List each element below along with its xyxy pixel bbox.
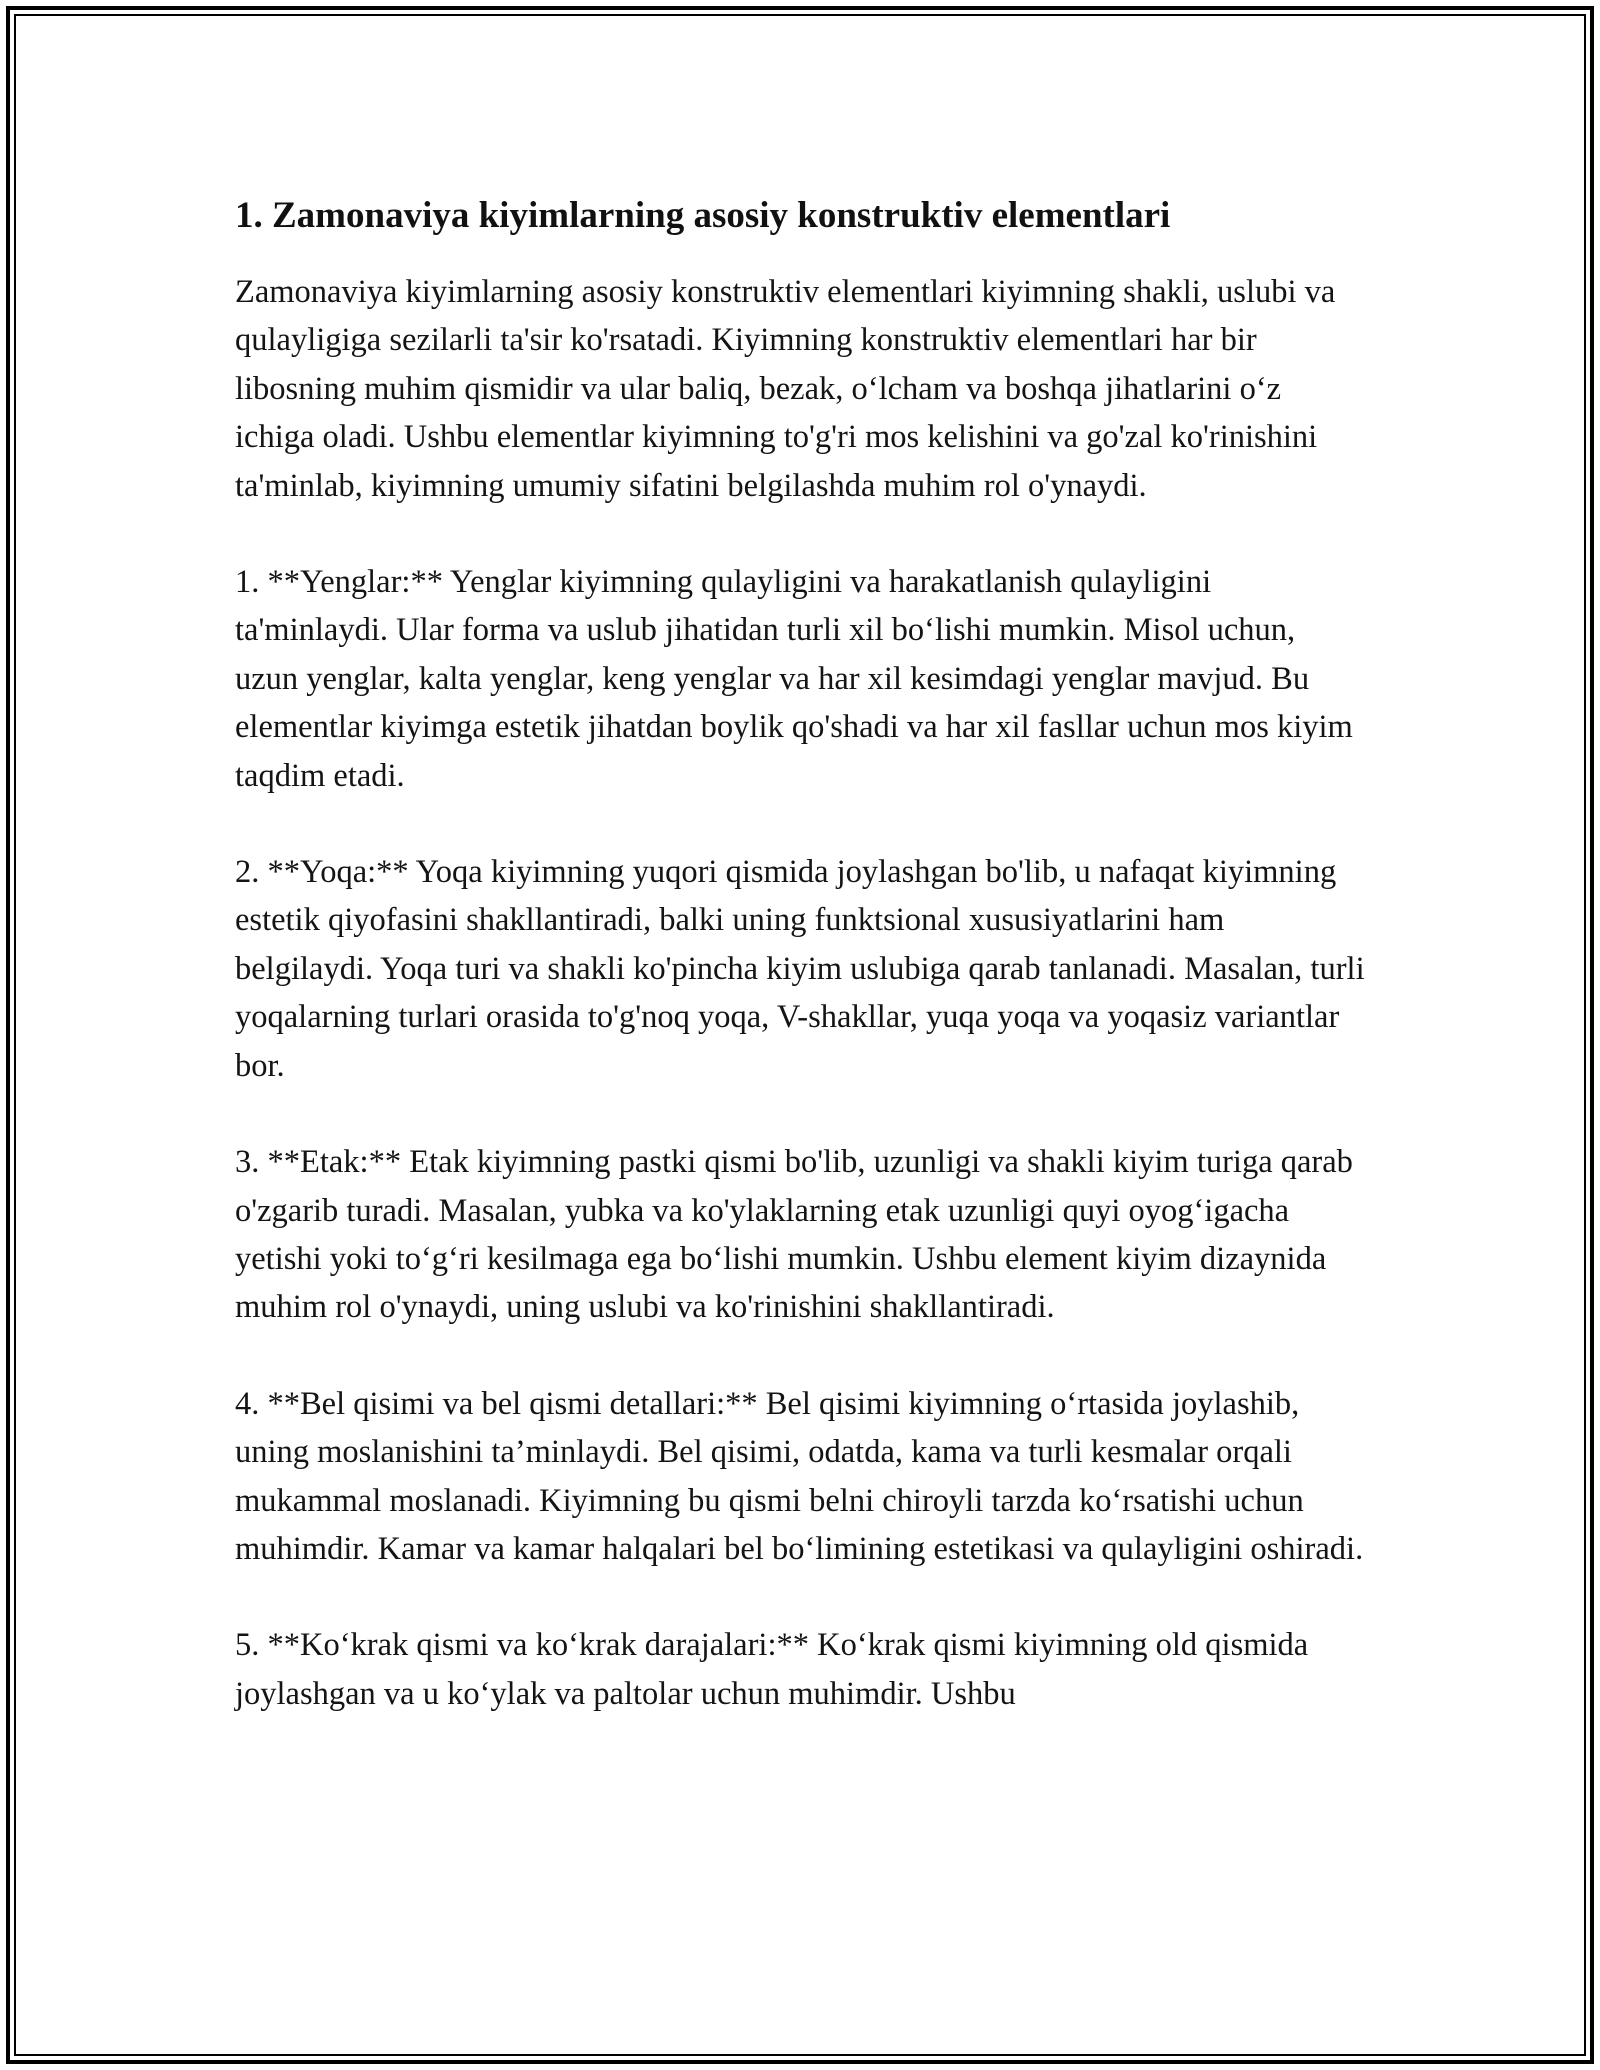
intro-paragraph: Zamonaviya kiyimlarning asosiy konstruktiv elementlari kiyimning shakli, uslubi va qulayligiga sezilarli ta'sir ko'rsatadi. Kiyimning konstruktiv elementlari har bir libosning muhim qismidir va ular baliq, bezak, oʻlcham va boshqa jihatlarini oʻz ichiga oladi. Ushbu elementlar kiyimning to'g'ri mos kelishini va go'zal ko'rinishini ta'minlab, kiyimning umumiy sifatini belgilashda muhim rol o'ynaydi.	[235, 274, 1336, 504]
document-title: 1. Zamonaviya kiyimlarning asosiy konstruktiv elementlari	[235, 195, 1171, 236]
list-item-bel-qisimi: 4. **Bel qisimi va bel qismi detallari:** Bel qisimi kiyimning oʻrtasida joylashib, uning moslanishini ta’minlaydi. Bel qisimi, odatda, kama va turli kesmalar orqali mukammal moslanadi. Kiyimning bu qismi belni chiroyli tarzda koʻrsatishi uchun muhimdir. Kamar va kamar halqalari bel boʻlimining estetikasi va qulayligini oshiradi.	[235, 1385, 1364, 1567]
list-item-etak: 3. **Etak:** Etak kiyimning pastki qismi bo'lib, uzunligi va shakli kiyim turiga qarab o'zgarib turadi. Masalan, yubka va ko'ylaklarning etak uzunligi quyi oyogʻigacha yetishi yoki toʻgʻri kesilmaga ega boʻlishi mumkin. Ushbu element kiyim dizaynida muhim rol o'ynaydi, uning uslubi va ko'rinishini shakllantiradi.	[235, 1144, 1353, 1326]
document-body	[235, 190, 1365, 1766]
list-item-yoqa: 2. **Yoqa:** Yoqa kiyimning yuqori qismida joylashgan bo'lib, u nafaqat kiyimning estetik qiyofasini shakllantiradi, balki uning funktsional xususiyatlarini ham belgilaydi. Yoqa turi va shakli ko'pincha kiyim uslubiga qarab tanlanadi. Masalan, turli yoqalarning turlari orasida to'g'noq yoqa, V-shakllar, yuqa yoqa va yoqasiz variantlar bor.	[235, 854, 1365, 1084]
list-item-kokrak-qismi: 5. **Koʻkrak qismi va koʻkrak darajalari:** Koʻkrak qismi kiyimning old qismida joylashgan va u koʻylak va paltolar uchun muhimdir. Ushbu	[235, 1627, 1309, 1712]
list-item-yenglar: 1. **Yenglar:** Yenglar kiyimning qulayligini va harakatlanish qulayligini ta'minlaydi. Ular forma va uslub jihatidan turli xil boʻlishi mumkin. Misol uchun, uzun yenglar, kalta yenglar, keng yenglar va har xil kesimdagi yenglar mavjud. Bu elementlar kiyimga estetik jihatdan boylik qo'shadi va har xil fasllar uchun mos kiyim taqdim etadi.	[235, 564, 1353, 794]
